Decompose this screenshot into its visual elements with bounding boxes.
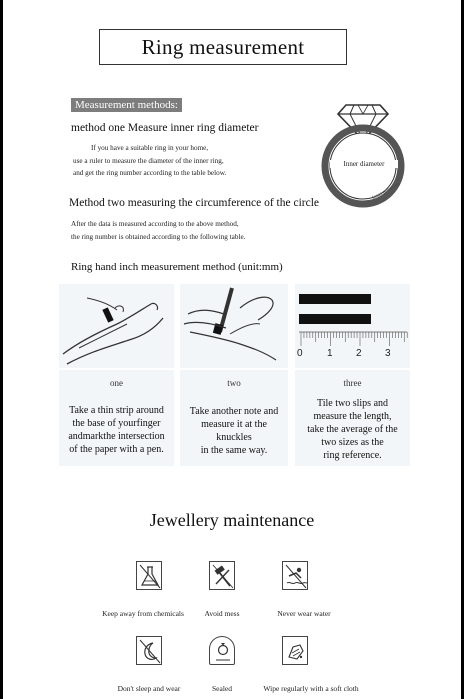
inner-perimeter-label: Inner perimeter [371,182,402,201]
ring-measurement-page [3,0,461,699]
step-two-label: two [227,378,241,388]
sealed-bag-icon [209,636,235,665]
hammer-tools-icon [209,561,235,590]
maintenance-label: Never wear water [277,609,331,618]
page-title: Ring measurement [99,29,347,65]
step-line: two sizes as the [321,437,384,448]
illustration-one-card [59,284,174,368]
maintenance-label: Wipe regularly with a soft cloth [263,684,359,693]
chemical-flask-icon [136,561,162,590]
maintenance-label: Don't sleep and wear [117,684,181,693]
ruler-numbers [295,348,410,362]
wipe-cloth-icon [282,636,308,665]
method-two-line: the ring number is obtained according to the following table. [71,232,246,241]
method-one-heading: method one Measure inner ring diameter [71,122,259,134]
methods-label: Measurement methods: [71,98,182,112]
illustration-three-card [295,284,410,368]
inch-method-title: Ring hand inch measurement method (unit:mm) [71,261,283,273]
maintenance-label: Sealed [212,684,232,693]
maintenance-label: Avoid mess [204,609,240,618]
maintenance-title: Jewellery maintenance [149,510,315,530]
no-sleep-icon [136,636,162,665]
step-three-description [293,397,412,462]
method-two-text [71,218,245,243]
step-line: measure it at the [201,419,267,430]
ruler-number: 3 [385,348,391,359]
finger-pen-icon [180,284,288,368]
method-two-heading: Method two measuring the circumference of the circle [69,197,320,209]
step-one-label: one [110,378,123,388]
ring-diagram-icon [318,100,408,215]
method-one-line: use a ruler to measure the diameter of the inner ring, [73,156,224,165]
step-one-description [57,404,176,456]
step-line: measure the length, [313,411,392,422]
step-line: the base of yourfinger [72,418,161,429]
ruler-number: 0 [297,348,303,359]
ruler-number: 1 [327,348,333,359]
method-one-line: If you have a suitable ring in your home, [91,144,209,152]
step-line: ring reference. [323,450,382,461]
step-line: of the paper with a pen. [69,444,164,455]
method-one-text [73,142,226,180]
method-two-line: After the data is measured according to the above method, [71,220,239,228]
step-line: Take a thin strip around [69,405,164,416]
inner-diameter-label: Inner diameter [330,160,398,168]
step-three-label: three [343,378,362,388]
step-line: Tile two slips and [316,398,389,409]
maintenance-label: Keep away from chemicals [102,609,184,618]
step-line: in the same way. [200,445,268,456]
ruler-number: 2 [356,348,362,359]
illustration-two-card [180,284,288,368]
step-line: Take another note and [189,406,279,417]
step-line: andmarkthe intersection [68,431,165,442]
step-line: take the average of the [307,424,398,435]
step-two-description [178,405,290,457]
no-swimming-icon [282,561,308,590]
step-line: knuckles [216,432,252,443]
finger-strip-icon [59,284,174,368]
method-one-line: and get the ring number according to the table below. [73,169,227,177]
